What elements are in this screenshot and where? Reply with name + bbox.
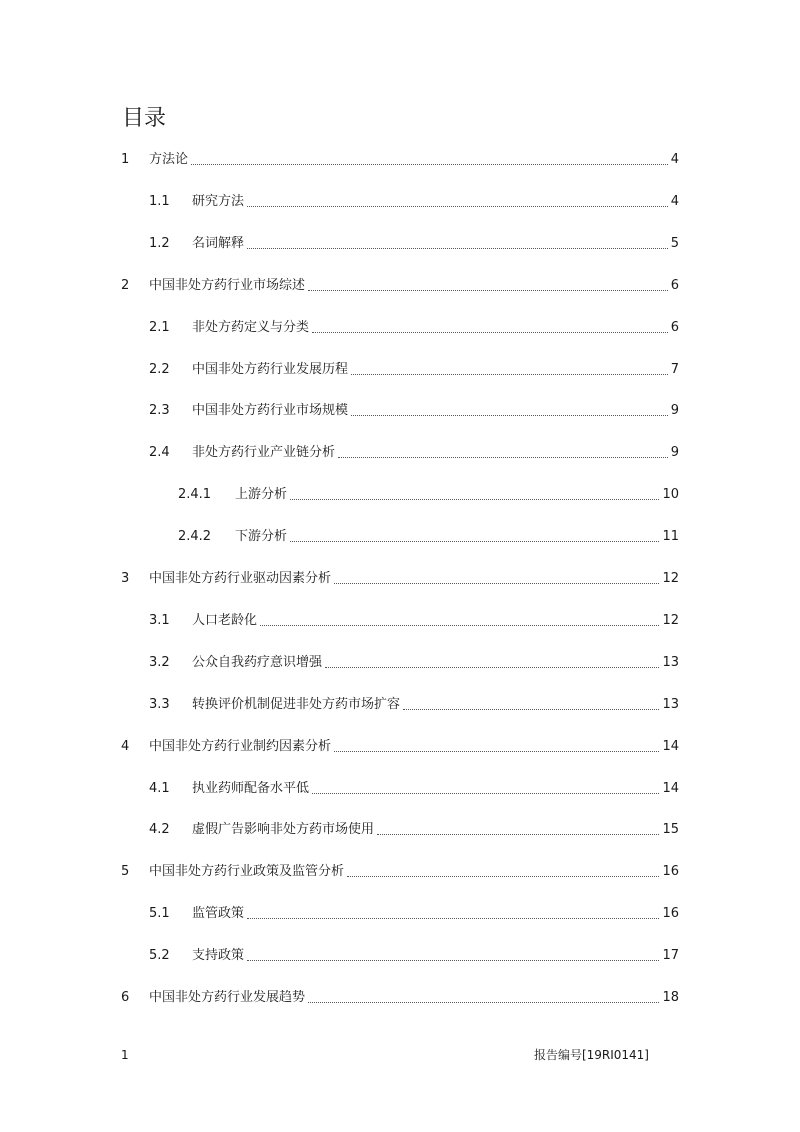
toc-entry-page: 4 <box>670 152 679 167</box>
toc-entry-page: 17 <box>662 948 679 963</box>
toc-entry-label: 中国非处方药行业发展历程 <box>192 362 349 377</box>
toc-entry-page: 4 <box>670 194 679 209</box>
toc-leader-dots <box>247 205 668 207</box>
toc-leader-dots <box>351 373 668 375</box>
toc-entry-page: 18 <box>662 990 679 1005</box>
toc-entry-page: 12 <box>662 613 679 628</box>
toc-entry-page: 14 <box>662 739 679 754</box>
toc-entry[interactable] <box>121 988 679 1008</box>
toc-entry-number: 1.2 <box>149 236 170 251</box>
toc-entry-number: 6 <box>121 990 130 1005</box>
footer-page-number: 1 <box>121 1048 129 1062</box>
toc-entry-label: 转换评价机制促进非处方药市场扩容 <box>192 697 401 712</box>
toc-entry-label: 名词解释 <box>192 236 245 251</box>
toc-leader-dots <box>290 540 659 542</box>
toc-entry-number: 3.3 <box>149 697 170 712</box>
toc-leader-dots <box>312 792 659 794</box>
toc-entry[interactable] <box>178 527 679 547</box>
toc-entry[interactable] <box>149 779 679 799</box>
toc-entry-label: 中国非处方药行业制约因素分析 <box>149 739 332 754</box>
toc-entry-label: 中国非处方药行业市场综述 <box>149 278 306 293</box>
toc-entry-label: 中国非处方药行业政策及监管分析 <box>149 864 345 879</box>
toc-leader-dots <box>191 163 668 165</box>
toc-entry[interactable] <box>121 569 679 589</box>
toc-entry-label: 公众自我药疗意识增强 <box>192 655 323 670</box>
toc-entry[interactable] <box>149 611 679 631</box>
toc-entry-page: 6 <box>670 320 679 335</box>
toc-leader-dots <box>247 917 659 919</box>
toc-entry-page: 9 <box>670 445 679 460</box>
toc-entry[interactable] <box>149 234 679 254</box>
toc-entry-number: 4.1 <box>149 781 170 796</box>
toc-entry[interactable] <box>121 276 679 296</box>
toc-entry-page: 9 <box>670 403 679 418</box>
toc-title: 目录 <box>122 106 167 131</box>
toc-leader-dots <box>334 582 659 584</box>
toc-leader-dots <box>403 708 659 710</box>
toc-leader-dots <box>290 498 659 500</box>
toc-entry-number: 2 <box>121 278 130 293</box>
toc-leader-dots <box>347 875 659 877</box>
toc-entry-page: 15 <box>662 822 679 837</box>
toc-leader-dots <box>260 624 659 626</box>
toc-entry-number: 2.4 <box>149 445 170 460</box>
toc-entry[interactable] <box>149 820 679 840</box>
toc-entry-number: 5 <box>121 864 130 879</box>
toc-entry[interactable] <box>149 946 679 966</box>
toc-leader-dots <box>308 1001 659 1003</box>
toc-entry-page: 12 <box>662 571 679 586</box>
toc-entry-label: 中国非处方药行业市场规模 <box>192 403 349 418</box>
toc-entry[interactable] <box>149 401 679 421</box>
toc-entry-number: 4 <box>121 739 130 754</box>
toc-entry-label: 方法论 <box>149 152 189 167</box>
toc-entry-label: 中国非处方药行业发展趋势 <box>149 990 306 1005</box>
toc-entry-label: 人口老龄化 <box>192 613 258 628</box>
toc-entry-number: 3 <box>121 571 130 586</box>
toc-entry-page: 6 <box>670 278 679 293</box>
toc-entry-label: 下游分析 <box>235 529 288 544</box>
toc-leader-dots <box>308 289 668 291</box>
toc-leader-dots <box>325 666 659 668</box>
toc-entry[interactable] <box>178 485 679 505</box>
toc-leader-dots <box>351 414 668 416</box>
toc-entry[interactable] <box>149 443 679 463</box>
toc-entry-label: 执业药师配备水平低 <box>192 781 310 796</box>
toc-entry[interactable] <box>121 737 679 757</box>
toc-entry-number: 4.2 <box>149 822 170 837</box>
toc-entry-number: 2.4.1 <box>178 487 212 502</box>
toc-entry-label: 支持政策 <box>192 948 245 963</box>
toc-entry-label: 中国非处方药行业驱动因素分析 <box>149 571 332 586</box>
toc-entry-number: 1.1 <box>149 194 170 209</box>
toc-leader-dots <box>338 456 668 458</box>
toc-entry-label: 虚假广告影响非处方药市场使用 <box>192 822 375 837</box>
toc-entry-label: 研究方法 <box>192 194 245 209</box>
toc-entry-page: 10 <box>662 487 679 502</box>
toc-entry-number: 2.4.2 <box>178 529 212 544</box>
toc-entry-number: 2.3 <box>149 403 170 418</box>
toc-leader-dots <box>377 833 659 835</box>
toc-entry-number: 3.1 <box>149 613 170 628</box>
toc-entry-number: 3.2 <box>149 655 170 670</box>
toc-entry-number: 5.1 <box>149 906 170 921</box>
toc-entry-number: 5.2 <box>149 948 170 963</box>
footer-report-id: 报告编号[19RI0141] <box>533 1048 649 1062</box>
toc-entry[interactable] <box>149 904 679 924</box>
toc-entry-number: 2.2 <box>149 362 170 377</box>
toc-leader-dots <box>334 750 659 752</box>
toc-entry-label: 非处方药定义与分类 <box>192 320 310 335</box>
toc-entry-number: 2.1 <box>149 320 170 335</box>
toc-entry[interactable] <box>149 192 679 212</box>
toc-entry-page: 14 <box>662 781 679 796</box>
toc-entry-page: 13 <box>662 697 679 712</box>
toc-entry-label: 上游分析 <box>235 487 288 502</box>
toc-entry-page: 5 <box>670 236 679 251</box>
toc-entry-label: 非处方药行业产业链分析 <box>192 445 336 460</box>
toc-entry-page: 16 <box>662 906 679 921</box>
toc-entry-page: 7 <box>670 362 679 377</box>
toc-entry[interactable] <box>149 360 679 380</box>
toc-entry[interactable] <box>121 862 679 882</box>
toc-leader-dots <box>312 331 668 333</box>
toc-entry-number: 1 <box>121 152 130 167</box>
toc-entry-page: 16 <box>662 864 679 879</box>
toc-entry[interactable] <box>149 695 679 715</box>
toc-entry-page: 13 <box>662 655 679 670</box>
toc-entry[interactable] <box>149 318 679 338</box>
toc-entry-label: 监管政策 <box>192 906 245 921</box>
toc-leader-dots <box>247 959 659 961</box>
toc-entry[interactable] <box>149 653 679 673</box>
toc-entry[interactable] <box>121 150 679 170</box>
toc-leader-dots <box>247 247 668 249</box>
toc-entry-page: 11 <box>662 529 679 544</box>
